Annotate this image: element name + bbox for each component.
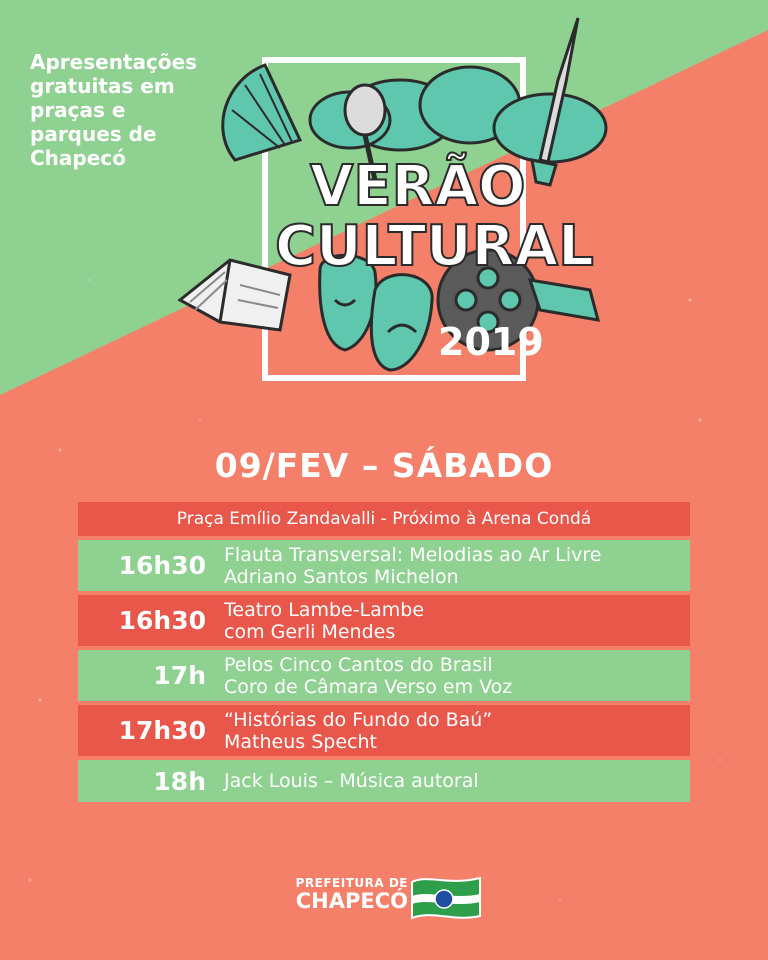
- schedule-title: Jack Louis – Música autoral: [224, 770, 479, 792]
- city-hall-logo: [288, 876, 408, 912]
- schedule-info: [224, 770, 479, 792]
- tagline-line: Chapecó: [30, 146, 126, 170]
- schedule-time: 17h: [153, 661, 206, 690]
- event-date-heading: 09/FEV – SÁBADO: [214, 446, 554, 485]
- festival-logo: [170, 10, 620, 390]
- schedule-title: Flauta Transversal: Melodias ao Ar Livre: [224, 543, 602, 566]
- tagline-line: parques de: [30, 122, 157, 146]
- book-icon: [180, 260, 290, 330]
- schedule-info: [224, 544, 602, 588]
- schedule-item: [78, 540, 690, 591]
- schedule: [78, 502, 690, 802]
- schedule-title: Pelos Cinco Cantos do Brasil: [224, 653, 493, 676]
- schedule-item: [78, 650, 690, 701]
- schedule-time: 17h30: [118, 716, 206, 745]
- city-hall-line2: CHAPECÓ: [295, 889, 408, 913]
- schedule-title: “Histórias do Fundo do Baú”: [224, 708, 493, 731]
- schedule-artist: Matheus Specht: [224, 730, 377, 753]
- schedule-title: Teatro Lambe-Lambe: [224, 598, 425, 621]
- logo-title-line1: VERÃO: [310, 154, 526, 219]
- schedule-time: 16h30: [118, 606, 206, 635]
- schedule-artist: Coro de Câmara Verso em Voz: [224, 675, 513, 698]
- logo-title-line2: CULTURAL: [275, 214, 594, 279]
- tagline-line: praças e: [30, 98, 126, 122]
- schedule-info: [224, 599, 424, 643]
- schedule-item: [78, 760, 690, 802]
- schedule-time: 16h30: [118, 551, 206, 580]
- logo-year: 2019: [438, 320, 544, 364]
- tagline-line: gratuitas em: [30, 74, 175, 98]
- venue-banner: Praça Emílio Zandavalli - Próximo à Arena Condá: [78, 502, 690, 536]
- gramophone-icon: [223, 65, 300, 160]
- schedule-info: [224, 654, 512, 698]
- schedule-time: 18h: [153, 766, 206, 796]
- city-hall-line1: PREFEITURA DE: [295, 876, 408, 890]
- tagline-line: Apresentações: [30, 50, 198, 74]
- schedule-item: [78, 595, 690, 646]
- schedule-info: [224, 709, 492, 753]
- city-flag-icon: [408, 872, 484, 924]
- schedule-artist: Adriano Santos Michelon: [224, 565, 459, 588]
- schedule-item: [78, 705, 690, 756]
- schedule-artist: com Gerli Mendes: [224, 620, 396, 643]
